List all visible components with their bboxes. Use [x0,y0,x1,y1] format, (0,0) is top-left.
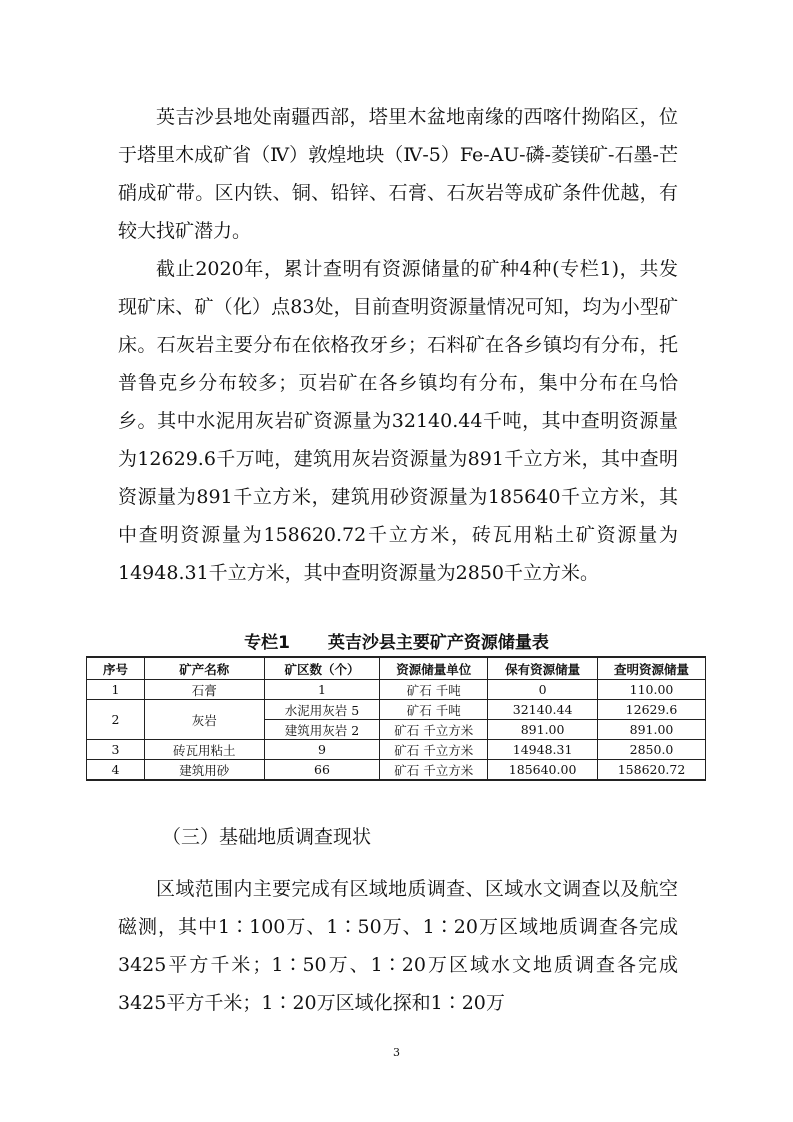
cell-name: 石膏 [144,680,264,700]
cell-count: 9 [264,740,380,760]
cell-proven: 110.00 [598,680,706,700]
cell-unit: 矿石 千立方米 [380,720,488,740]
cell-proven: 158620.72 [598,760,706,781]
paragraph-text: 英吉沙县地处南疆西部，塔里木盆地南缘的西喀什拗陷区，位于塔里木成矿省（Ⅳ）敦煌地块（Ⅳ-5）Fe-AU-磷-菱镁矿-石墨-芒硝成矿带。区内铁、铜、铅锌、石膏、石灰岩等成矿条件优越，有较大找矿潜力。 [118,106,678,242]
paragraph-mineral-resources [118,250,678,592]
paragraph-survey-status [118,870,678,1022]
paragraph-text: 区域范围内主要完成有区域地质调查、区域水文调查以及航空磁测，其中1∶100万、1∶50万、1∶20万区域地质调查各完成3425平方千米；1∶50万、1∶20万区域水文地质调查各完成3425平方千米；1∶20万区域化探和1∶20万 [118,878,678,1014]
cell-unit: 矿石 千立方米 [380,740,488,760]
cell-no: 1 [87,680,145,700]
cell-retained: 14948.31 [488,740,598,760]
cell-name: 建筑用砂 [144,760,264,781]
cell-no: 3 [87,740,145,760]
table-caption-title: 英吉沙县主要矿产资源储量表 [327,633,549,653]
cell-count: 1 [264,680,380,700]
cell-unit: 矿石 千吨 [380,680,488,700]
header-cell: 资源储量单位 [380,657,488,680]
table-row [87,740,706,760]
header-cell: 查明资源储量 [598,657,706,680]
cell-no: 4 [87,760,145,781]
table-row [87,680,706,700]
cell-name: 灰岩 [144,700,264,740]
cell-name: 砖瓦用粘土 [144,740,264,760]
header-cell: 矿产名称 [144,657,264,680]
table-row [87,700,706,720]
table-caption-number: 专栏1 [244,633,290,653]
cell-retained: 0 [488,680,598,700]
cell-retained: 185640.00 [488,760,598,781]
mineral-resources-table [86,656,706,781]
cell-proven: 891.00 [598,720,706,740]
cell-count: 建筑用灰岩 2 [264,720,380,740]
cell-proven: 12629.6 [598,700,706,720]
table-row [87,760,706,781]
page-number: 3 [393,1046,400,1059]
section-subheading: （三）基础地质调查现状 [162,826,372,848]
table-caption [0,628,793,653]
cell-unit: 矿石 千立方米 [380,760,488,781]
table-header-row [87,657,706,680]
cell-count: 66 [264,760,380,781]
header-cell: 保有资源储量 [488,657,598,680]
cell-proven: 2850.0 [598,740,706,760]
paragraph-text: 截止2020年，累计查明有资源储量的矿种4种(专栏1)，共发现矿床、矿（化）点83处，目前查明资源量情况可知，均为小型矿床。石灰岩主要分布在依格孜牙乡；石料矿在各乡镇均有分布，托普鲁克乡分布较多；页岩矿在各乡镇均有分布，集中分布在乌恰乡。其中水泥用灰岩矿资源量为32140.44千吨，其中查明资源量为12629.6千万吨，建筑用灰岩资源量为891千立方米，其中查明资源量为891千立方米，建筑用砂资源量为185640千立方米，其中查明资源量为158620.72千立方米，砖瓦用粘土矿资源量为14948.31千立方米，其中查明资源量为2850千立方米。 [118,258,678,584]
paragraph-geology-overview [118,98,678,250]
header-cell: 矿区数（个） [264,657,380,680]
cell-retained: 891.00 [488,720,598,740]
header-cell: 序号 [87,657,145,680]
cell-no: 2 [87,700,145,740]
cell-unit: 矿石 千吨 [380,700,488,720]
cell-count: 水泥用灰岩 5 [264,700,380,720]
cell-retained: 32140.44 [488,700,598,720]
